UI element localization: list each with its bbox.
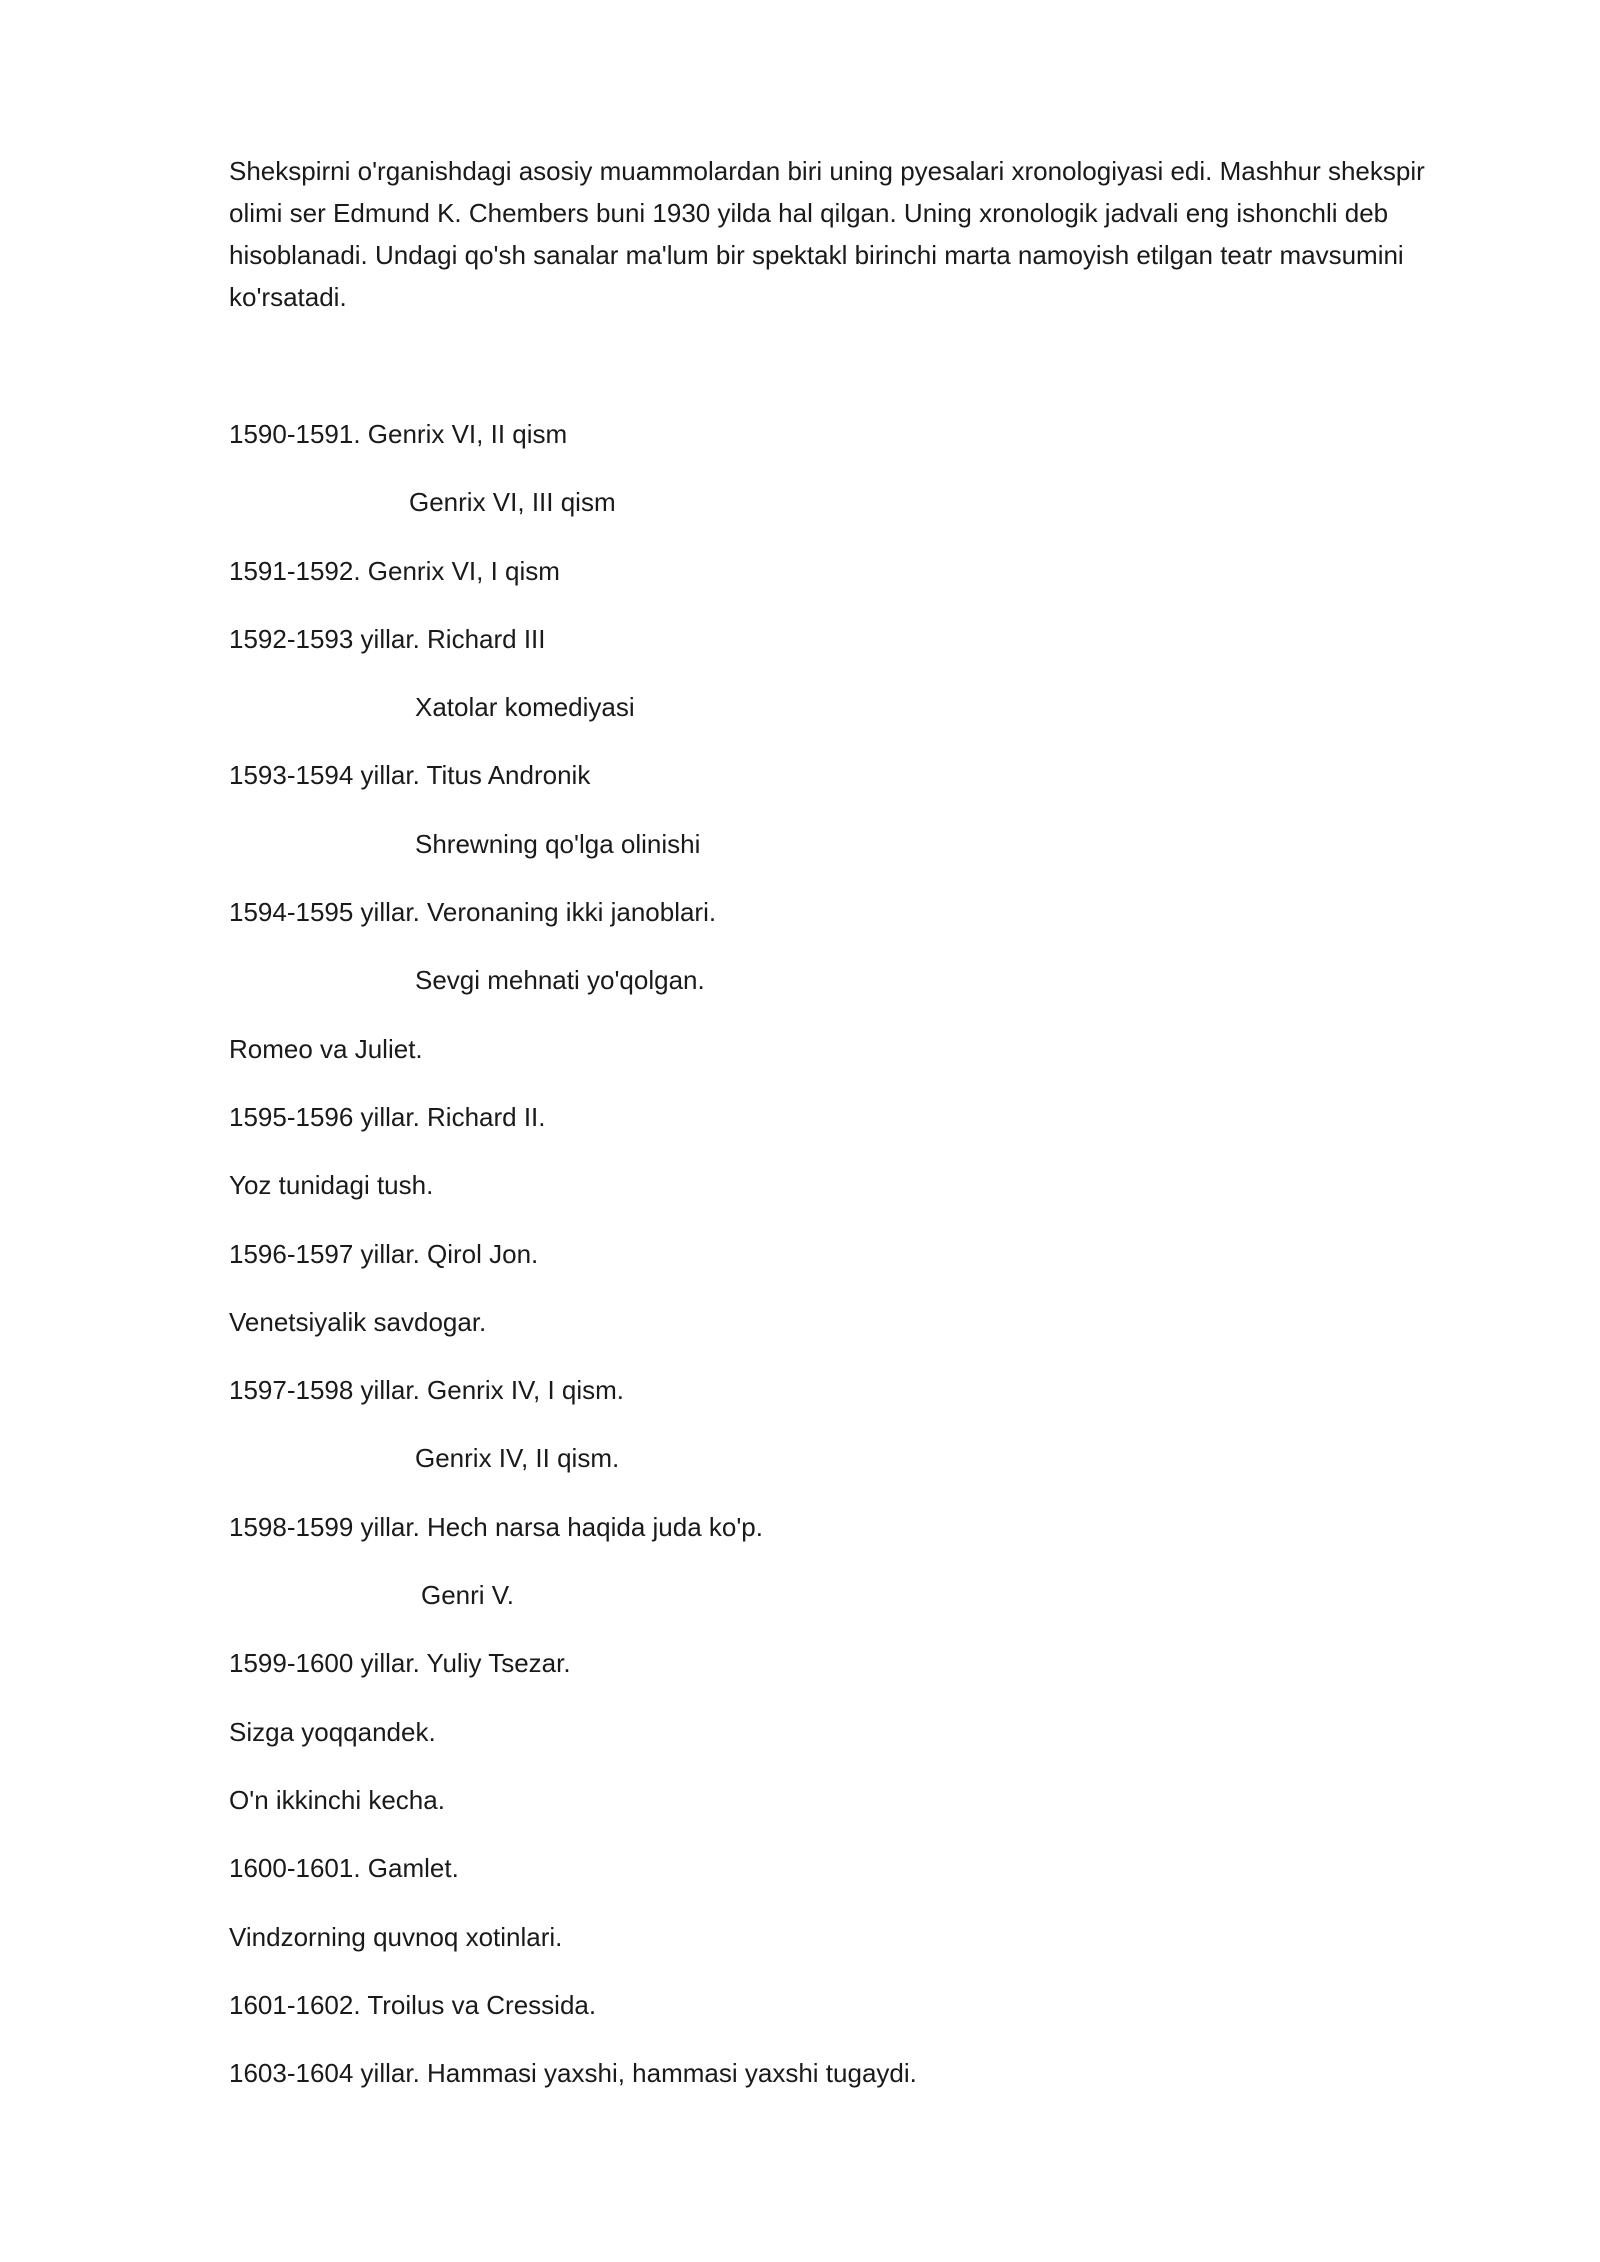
chronology-list [229, 410, 1479, 2117]
chronology-entry: 1594-1595 yillar. Veronaning ikki janoblari. [229, 897, 717, 928]
chronology-entry: 1603-1604 yillar. Hammasi yaxshi, hammasi yaxshi tugaydi. [229, 2058, 917, 2089]
chronology-entry: 1590-1591. Genrix VI, II qism [229, 419, 568, 449]
chronology-entry: Romeo va Juliet. [229, 1033, 423, 1064]
intro-paragraph: Shekspirni o'rganishdagi asosiy muammolardan biri uning pyesalari xronologiyasi edi. Mashhur shekspir olimi ser Edmund K. Chembers buni 1930 yilda hal qilgan. Uning xronologik jadvali eng ishonchli deb hisoblanadi. Undagi qo'sh sanalar ma'lum bir spektakl birinchi marta namoyish etilgan teatr mavsumini ko'rsatadi. [229, 156, 1425, 312]
chronology-entry: Genrix IV, II qism. [415, 1443, 620, 1474]
chronology-entry: 1597-1598 yillar. Genrix IV, I qism. [229, 1375, 625, 1406]
chronology-entry: 1595-1596 yillar. Richard II. [229, 1101, 546, 1132]
chronology-entry: Genri V. [421, 1580, 514, 1611]
chronology-entry: Xatolar komediyasi [415, 692, 635, 723]
chronology-entry: O'n ikkinchi kecha. [229, 1784, 445, 1815]
chronology-entry: Vindzorning quvnoq xotinlari. [229, 1921, 563, 1952]
chronology-entry: Yoz tunidagi tush. [229, 1170, 434, 1201]
chronology-entry: Genrix VI, III qism [409, 487, 616, 518]
chronology-entry: 1593-1594 yillar. Titus Andronik [229, 760, 591, 791]
chronology-entry: Venetsiyalik savdogar. [229, 1306, 487, 1337]
chronology-entry: Sevgi mehnati yo'qolgan. [415, 965, 705, 996]
chronology-entry: 1591-1592. Genrix VI, I qism [229, 555, 560, 586]
chronology-entry: 1592-1593 yillar. Richard III [229, 623, 546, 654]
chronology-entry: 1598-1599 yillar. Hech narsa haqida juda ko'p. [229, 1511, 763, 1542]
chronology-entry: Sizga yoqqandek. [229, 1716, 436, 1747]
chronology-entry: 1599-1600 yillar. Yuliy Tsezar. [229, 1648, 571, 1679]
chronology-entry: 1600-1601. Gamlet. [229, 1853, 459, 1884]
chronology-entry: Shrewning qo'lga olinishi [415, 828, 701, 859]
chronology-entry: 1601-1602. Troilus va Cressida. [229, 1989, 597, 2020]
chronology-entry: 1596-1597 yillar. Qirol Jon. [229, 1238, 539, 1269]
